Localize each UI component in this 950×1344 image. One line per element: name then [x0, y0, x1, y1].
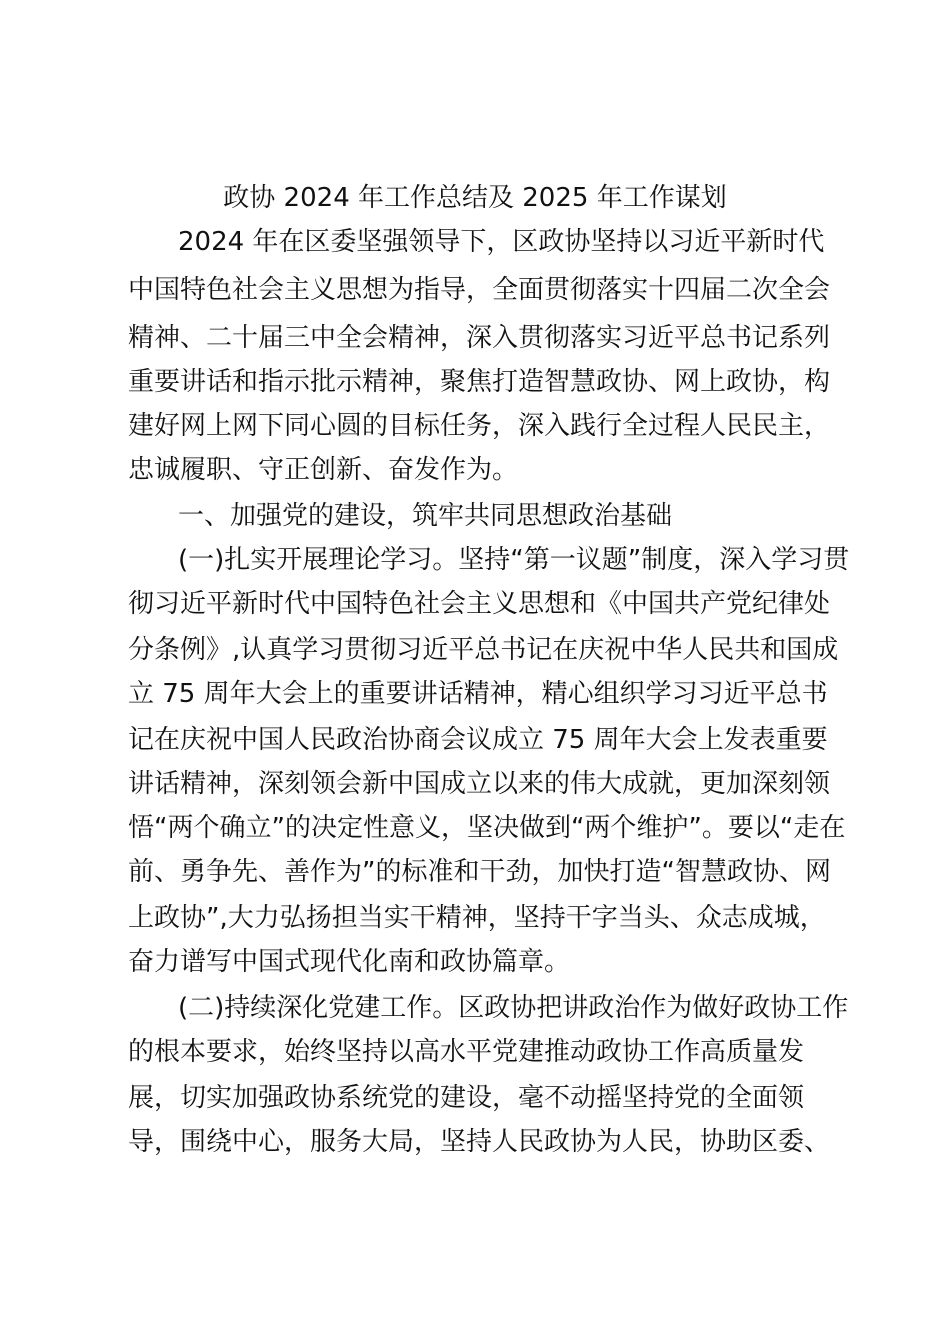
paragraph-line: (二)持续深化党建工作。区政协把讲政治作为做好政协工作 [178, 993, 849, 1023]
paragraph-line: 上政协”,大力弘扬担当实干精神，坚持干字当头、众志成城， [128, 903, 826, 933]
paragraph-line: 前、勇争先、善作为”的标准和干劲，加快打造“智慧政协、网 [128, 857, 831, 887]
paragraph-line: 建好网上网下同心圆的目标任务，深入践行全过程人民民主， [128, 411, 831, 441]
paragraph-line: 忠诚履职、守正创新、奋发作为。 [128, 455, 519, 485]
paragraph-line: 立 75 周年大会上的重要讲话精神，精心组织学习习近平总书 [128, 679, 828, 709]
paragraph-line: 精神、二十届三中全会精神，深入贯彻落实习近平总书记系列 [128, 323, 831, 353]
paragraph-line: 中国特色社会主义思想为指导，全面贯彻落实十四届二次全会 [128, 275, 831, 305]
paragraph-line: 展，切实加强政协系统党的建设，毫不动摇坚持党的全面领 [128, 1083, 805, 1113]
paragraph-line: 重要讲话和指示批示精神，聚焦打造智慧政协、网上政协，构 [128, 367, 831, 397]
paragraph-line: 的根本要求，始终坚持以高水平党建推动政协工作高质量发 [128, 1037, 805, 1067]
paragraph-line: (一)扎实开展理论学习。坚持“第一议题”制度，深入学习贯 [178, 545, 850, 575]
paragraph-line: 2024 年在区委坚强领导下，区政协坚持以习近平新时代 [178, 227, 825, 257]
paragraph-line: 彻习近平新时代中国特色社会主义思想和《中国共产党纪律处 [128, 589, 831, 619]
paragraph-line: 讲话精神，深刻领会新中国成立以来的伟大成就，更加深刻领 [128, 769, 831, 799]
paragraph-line: 奋力谱写中国式现代化南和政协篇章。 [128, 947, 571, 977]
paragraph-line: 悟“两个确立”的决定性意义，坚决做到“两个维护”。要以“走在 [128, 813, 846, 843]
section-heading: 一、加强党的建设，筑牢共同思想政治基础 [178, 501, 673, 531]
paragraph-line: 分条例》,认真学习贯彻习近平总书记在庆祝中华人民共和国成 [128, 635, 839, 665]
paragraph-line: 导，围绕中心，服务大局，坚持人民政协为人民，协助区委、 [128, 1127, 831, 1157]
paragraph-line: 记在庆祝中国人民政治协商会议成立 75 周年大会上发表重要 [128, 725, 828, 755]
document-title: 政协 2024 年工作总结及 2025 年工作谋划 [223, 183, 727, 213]
